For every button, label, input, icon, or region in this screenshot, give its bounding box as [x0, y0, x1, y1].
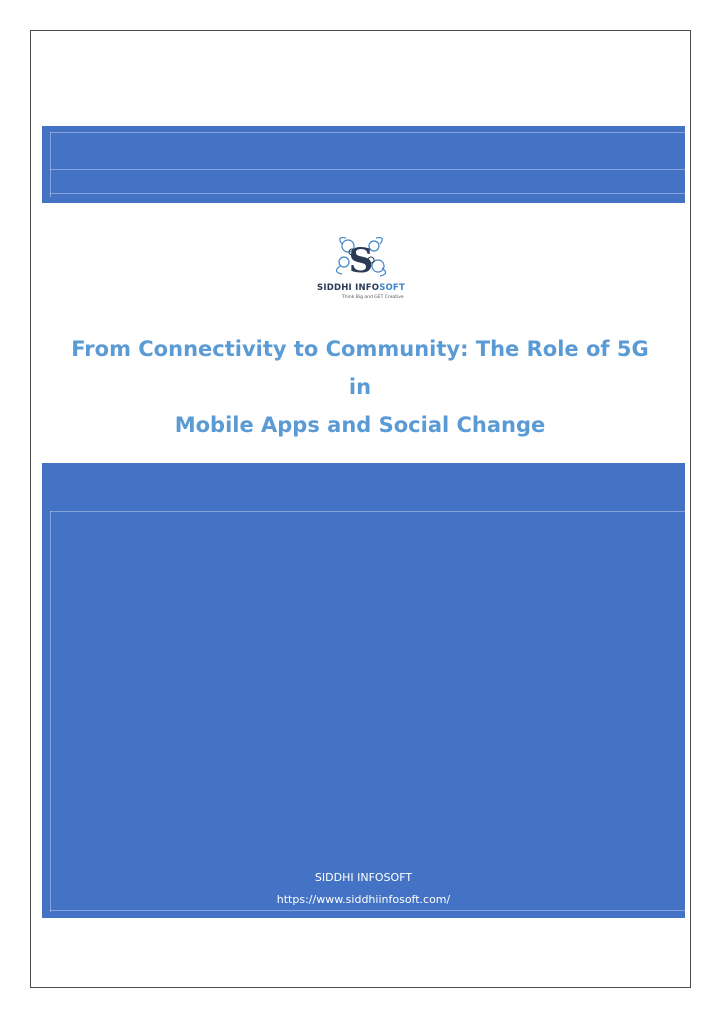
- band-rule-top: [50, 511, 685, 512]
- logo-wordmark: [316, 283, 406, 293]
- band-rule-top: [50, 132, 685, 133]
- svg-text:S: S: [348, 241, 374, 281]
- document-title: [60, 330, 660, 444]
- company-url[interactable]: https://www.siddhiinfosoft.com/: [276, 893, 451, 906]
- band-rule-bottom: [50, 910, 685, 911]
- title-line-1: From Connectivity to Community: The Role of 5G in: [71, 337, 649, 399]
- logo-tagline: Think Big and GET Creative: [342, 295, 404, 300]
- company-logo: [316, 232, 406, 304]
- ornamental-s-logo-icon: [316, 232, 406, 282]
- title-line-2: Mobile Apps and Social Change: [174, 413, 546, 437]
- band-rule-bottom: [50, 193, 685, 194]
- top-banner-band: [42, 126, 685, 203]
- band-rule-left: [50, 511, 51, 912]
- logo-wordmark-part1: SIDDHI INFO: [317, 283, 380, 293]
- band-rule-left: [50, 132, 51, 197]
- band-rule-middle: [50, 169, 685, 170]
- company-name: SIDDHI INFOSOFT: [314, 871, 413, 884]
- bottom-banner-band: [42, 463, 685, 918]
- logo-wordmark-part2: SOFT: [379, 283, 405, 293]
